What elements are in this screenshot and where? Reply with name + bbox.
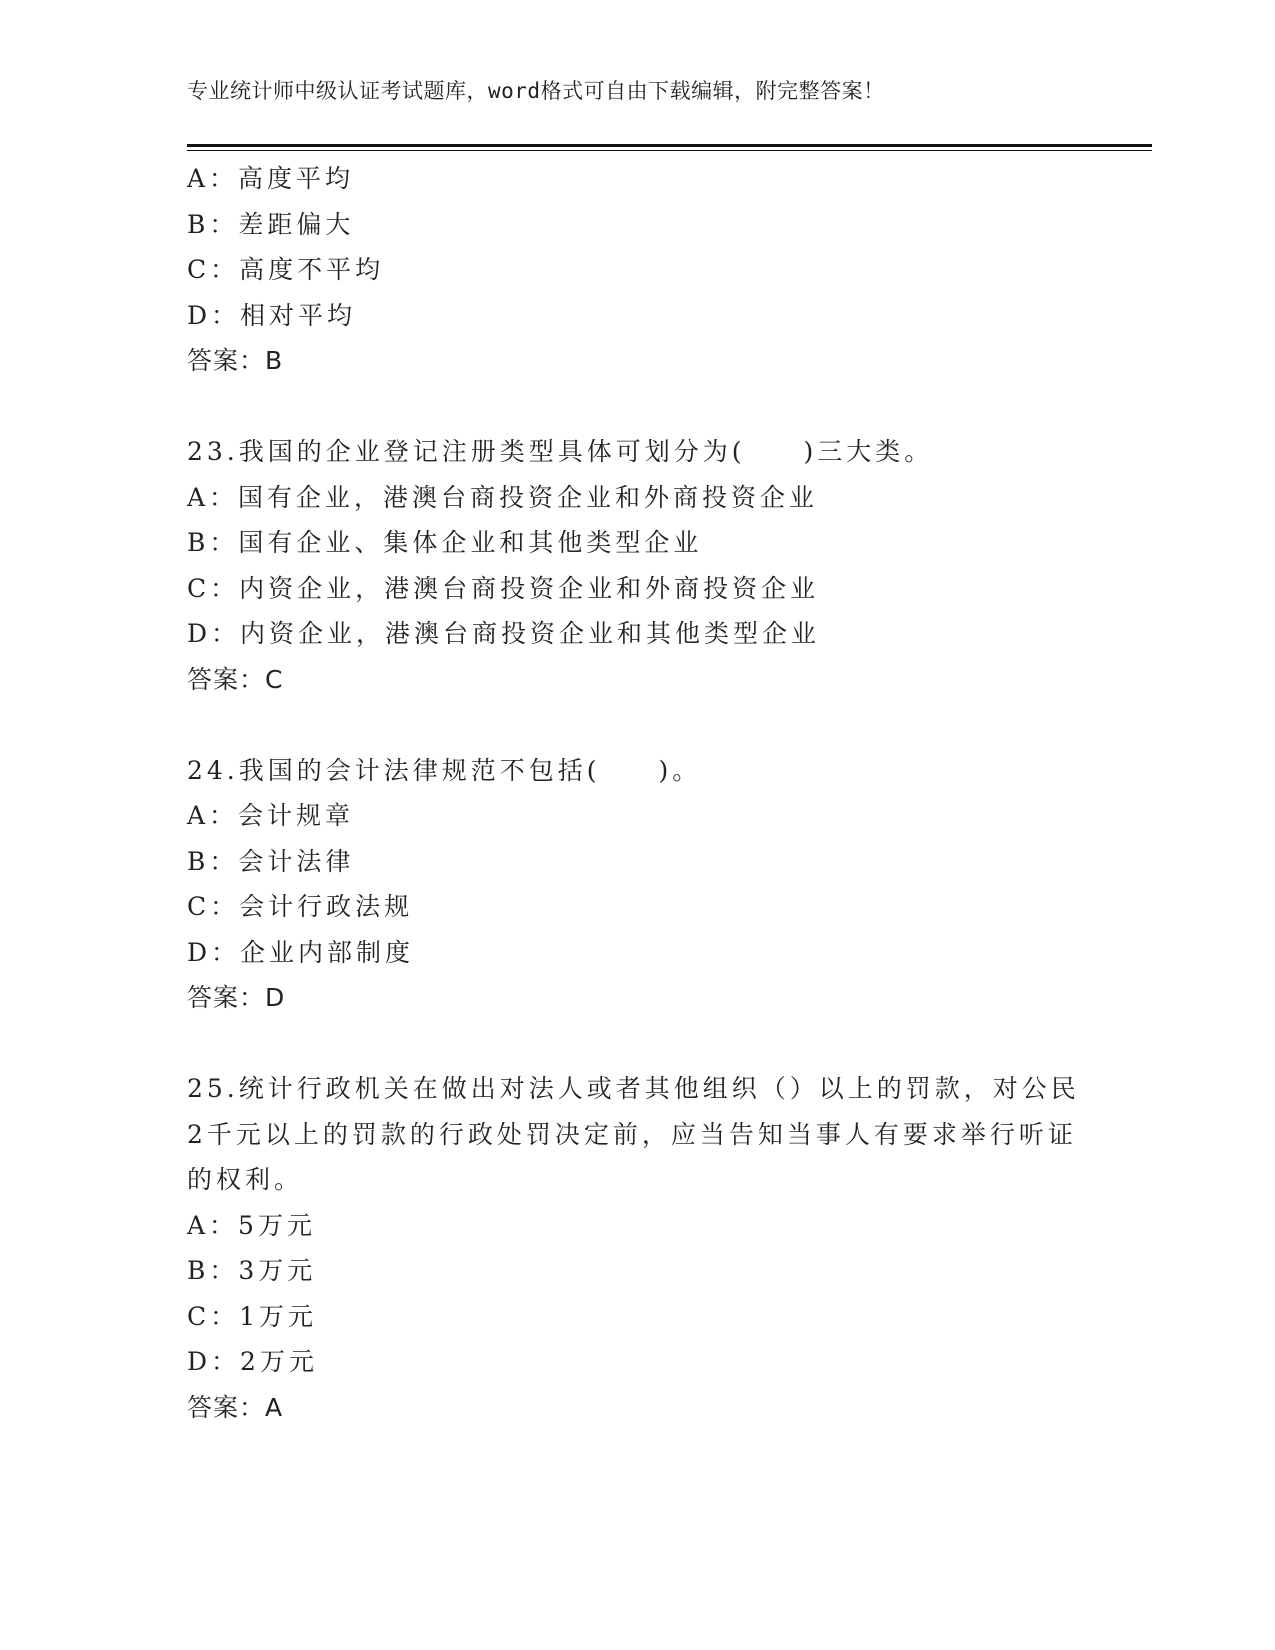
spacer xyxy=(187,1021,1087,1067)
option-a: A：高度平均 xyxy=(187,164,355,193)
option-b: B：3万元 xyxy=(187,1256,317,1285)
header-rule-thick xyxy=(187,144,1152,147)
option-a: A：国有企业，港澳台商投资企业和外商投资企业 xyxy=(187,482,819,512)
option-d: D：内资企业，港澳台商投资企业和其他类型企业 xyxy=(187,619,821,648)
option-b: B：会计法律 xyxy=(187,846,355,876)
option-b: B：差距偏大 xyxy=(187,209,355,239)
option-c: C：高度不平均 xyxy=(187,255,385,284)
question-23 xyxy=(187,429,1087,702)
spacer xyxy=(187,384,1087,430)
option-d: D：企业内部制度 xyxy=(187,937,415,967)
question-stem: 23.我国的企业登记注册类型具体可划分为( )三大类。 xyxy=(187,437,934,466)
option-a: A：5万元 xyxy=(187,1210,316,1240)
question-22 xyxy=(187,156,1087,384)
question-24 xyxy=(187,748,1087,1021)
spacer xyxy=(187,702,1087,748)
option-c: C：会计行政法规 xyxy=(187,892,414,921)
answer: 答案：A xyxy=(187,1392,284,1422)
header-rule-thin xyxy=(187,150,1152,151)
question-stem-line-2: 2千元以上的罚款的行政处罚决定前，应当告知当事人有要求举行听证 xyxy=(187,1119,1077,1149)
option-d: D：相对平均 xyxy=(187,300,357,330)
question-stem: 24.我国的会计法律规范不包括( )。 xyxy=(187,755,702,785)
option-c: C：1万元 xyxy=(187,1301,318,1331)
question-stem-line-1: 25.统计行政机关在做出对法人或者其他组织（）以上的罚款，对公民 xyxy=(187,1074,1080,1103)
option-a: A：会计规章 xyxy=(187,801,355,830)
page-header: 专业统计师中级认证考试题库，word格式可自由下载编辑，附完整答案！ xyxy=(187,79,885,103)
answer: 答案：D xyxy=(187,983,286,1012)
question-stem-line-3: 的权利。 xyxy=(187,1165,304,1194)
answer: 答案：B xyxy=(187,346,284,375)
option-d: D：2万元 xyxy=(187,1347,318,1376)
answer: 答案：C xyxy=(187,664,284,694)
option-c: C：内资企业，港澳台商投资企业和外商投资企业 xyxy=(187,573,820,603)
question-25 xyxy=(187,1066,1087,1430)
option-b: B：国有企业、集体企业和其他类型企业 xyxy=(187,528,703,557)
question-content xyxy=(187,156,1087,1430)
